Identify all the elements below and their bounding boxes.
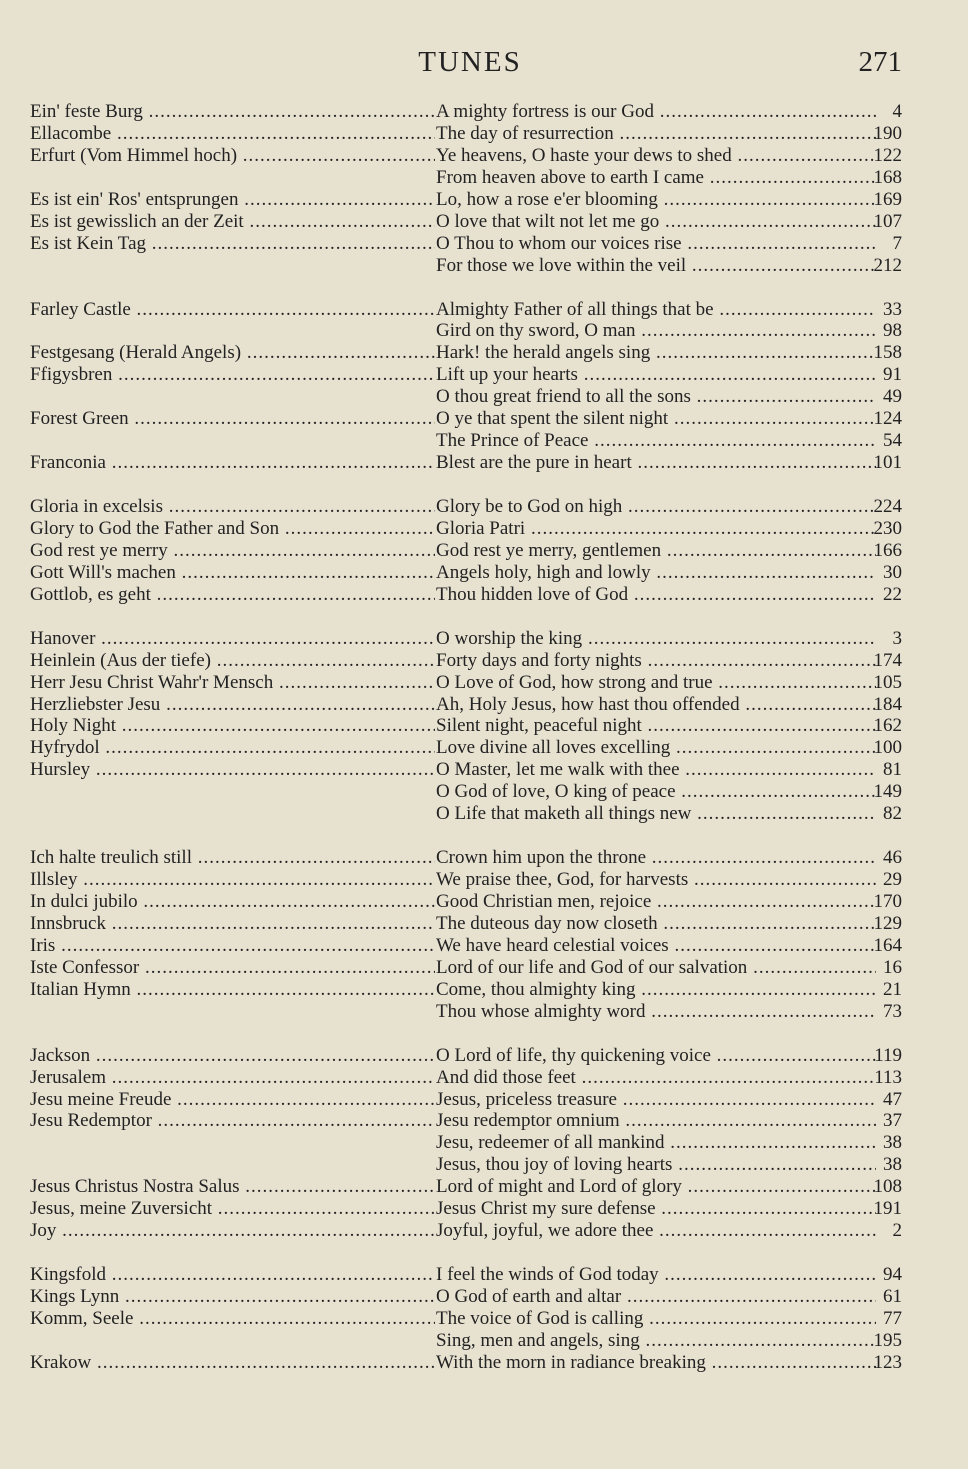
hymn-first-line: Glory be to God on high ..... bbox=[436, 496, 876, 518]
hymn-number: 3 bbox=[892, 627, 902, 649]
hymn-number: 129 bbox=[873, 912, 902, 934]
hymn-first-line: The duteous day now closeth ..... bbox=[436, 913, 876, 935]
hymn-first-line: O love that wilt not let me go ..... bbox=[436, 211, 876, 233]
tune-name: Jesu Redemptor ..... bbox=[30, 1110, 435, 1132]
hymn-first-line: Lo, how a rose e'er blooming ..... bbox=[436, 189, 876, 211]
index-row bbox=[30, 1198, 910, 1220]
tune-name: Farley Castle ..... bbox=[30, 299, 435, 321]
hymn-first-line: For those we love within the veil ..... bbox=[436, 255, 876, 277]
hymn-number: 101 bbox=[873, 452, 902, 474]
index-row bbox=[30, 562, 910, 584]
hymn-first-line: Joyful, joyful, we adore thee ..... bbox=[436, 1220, 876, 1242]
index-row bbox=[30, 759, 910, 781]
index-row bbox=[30, 781, 910, 803]
hymn-first-line: Thou whose almighty word ..... bbox=[436, 1001, 876, 1023]
hymn-first-line: Forty days and forty nights ..... bbox=[436, 650, 876, 672]
hymn-number: 30 bbox=[883, 561, 902, 583]
index-row bbox=[30, 1330, 910, 1352]
tune-name: Gott Will's machen ..... bbox=[30, 562, 435, 584]
hymn-number: 37 bbox=[883, 1110, 902, 1132]
hymn-number: 98 bbox=[883, 320, 902, 342]
hymn-first-line: And did those feet ..... bbox=[436, 1067, 876, 1089]
index-row bbox=[30, 715, 910, 737]
hymn-first-line: With the morn in radiance breaking ..... bbox=[436, 1352, 876, 1374]
index-row bbox=[30, 452, 910, 474]
tune-name: Hyfrydol ..... bbox=[30, 737, 435, 759]
hymn-first-line: O Life that maketh all things new ..... bbox=[436, 803, 876, 825]
hymn-first-line: Almighty Father of all things that be ..... bbox=[436, 299, 876, 321]
hymn-number: 191 bbox=[873, 1198, 902, 1220]
tune-name: Herr Jesu Christ Wahr'r Mensch ..... bbox=[30, 672, 435, 694]
hymn-number: 16 bbox=[883, 956, 902, 978]
hymn-number: 54 bbox=[883, 430, 902, 452]
hymn-first-line: O Master, let me walk with thee ..... bbox=[436, 759, 876, 781]
hymn-number: 4 bbox=[892, 101, 902, 122]
tune-name: Jesus Christus Nostra Salus ..... bbox=[30, 1176, 435, 1198]
index-row bbox=[30, 540, 910, 562]
page-title: TUNES bbox=[418, 46, 522, 78]
tune-name: Ich halte treulich still ..... bbox=[30, 847, 435, 869]
index-row bbox=[30, 364, 910, 386]
hymn-number: 49 bbox=[883, 386, 902, 408]
tune-name: Herzliebster Jesu ..... bbox=[30, 694, 435, 716]
hymn-number: 184 bbox=[873, 693, 902, 715]
index-row bbox=[30, 167, 910, 189]
hymn-first-line: We praise thee, God, for harvests ..... bbox=[436, 869, 876, 891]
tune-name: Festgesang (Herald Angels) ..... bbox=[30, 342, 435, 364]
index-row bbox=[30, 386, 910, 408]
hymn-first-line: We have heard celestial voices ..... bbox=[436, 935, 876, 957]
tune-name: Krakow ..... bbox=[30, 1352, 435, 1374]
hymn-number: 119 bbox=[874, 1044, 902, 1066]
tune-name: Ffigysbren ..... bbox=[30, 364, 435, 386]
tune-name: Komm, Seele ..... bbox=[30, 1308, 435, 1330]
hymn-number: 122 bbox=[873, 144, 902, 166]
hymn-number: 38 bbox=[883, 1132, 902, 1154]
hymn-first-line: From heaven above to earth I came ..... bbox=[436, 167, 876, 189]
tune-name: Forest Green ..... bbox=[30, 408, 435, 430]
index-row bbox=[30, 1045, 910, 1067]
index-row bbox=[30, 233, 910, 255]
hymn-first-line: O thou great friend to all the sons ..... bbox=[436, 386, 876, 408]
hymn-number: 170 bbox=[873, 891, 902, 912]
hymn-first-line: I feel the winds of God today ..... bbox=[436, 1264, 876, 1286]
hymn-number: 77 bbox=[883, 1307, 902, 1329]
index-row bbox=[30, 1001, 910, 1023]
hymn-number: 149 bbox=[873, 781, 902, 803]
tune-name: Erfurt (Vom Himmel hoch) ..... bbox=[30, 145, 435, 167]
hymn-first-line: Lord of our life and God of our salvation ..... bbox=[436, 957, 876, 979]
hymn-first-line: Jesus Christ my sure defense ..... bbox=[436, 1198, 876, 1220]
index-row bbox=[30, 869, 910, 891]
index-row bbox=[30, 342, 910, 364]
hymn-number: 2 bbox=[892, 1220, 902, 1242]
tune-name: Iris ..... bbox=[30, 935, 435, 957]
hymn-first-line: Sing, men and angels, sing ..... bbox=[436, 1330, 876, 1352]
tune-name: Kings Lynn ..... bbox=[30, 1286, 435, 1308]
tune-name: Innsbruck ..... bbox=[30, 913, 435, 935]
hymn-first-line: O worship the king ..... bbox=[436, 628, 876, 650]
index-row bbox=[30, 584, 910, 606]
hymn-first-line: O Thou to whom our voices rise ..... bbox=[436, 233, 876, 255]
hymn-number: 105 bbox=[873, 671, 902, 693]
tune-name: Gloria in excelsis ..... bbox=[30, 496, 435, 518]
tune-name: Jerusalem ..... bbox=[30, 1067, 435, 1089]
hymn-number: 7 bbox=[892, 232, 902, 254]
hymn-number: 100 bbox=[873, 737, 902, 759]
index-row bbox=[30, 891, 910, 913]
index-row bbox=[30, 957, 910, 979]
index-row bbox=[30, 1089, 910, 1111]
hymn-number: 113 bbox=[874, 1066, 902, 1088]
hymn-first-line: Lord of might and Lord of glory ..... bbox=[436, 1176, 876, 1198]
hymn-first-line: A mighty fortress is our God ..... bbox=[436, 101, 876, 123]
hymn-number: 38 bbox=[883, 1154, 902, 1176]
hymn-number: 224 bbox=[873, 496, 902, 517]
index-row bbox=[30, 255, 910, 277]
hymn-number: 91 bbox=[883, 364, 902, 386]
hymn-number: 33 bbox=[883, 298, 902, 320]
hymn-number: 46 bbox=[883, 847, 902, 869]
hymn-first-line: The voice of God is calling ..... bbox=[436, 1308, 876, 1330]
hymn-first-line: Love divine all loves excelling ..... bbox=[436, 737, 876, 759]
index-row bbox=[30, 299, 910, 321]
index-row bbox=[30, 430, 910, 452]
index-row bbox=[30, 1286, 910, 1308]
hymn-number: 190 bbox=[873, 122, 902, 144]
tune-name: Es ist ein' Ros' entsprungen ..... bbox=[30, 189, 435, 211]
hymn-number: 73 bbox=[883, 1000, 902, 1022]
hymn-first-line: Hark! the herald angels sing ..... bbox=[436, 342, 876, 364]
hymn-number: 166 bbox=[873, 539, 902, 561]
tune-name: Holy Night ..... bbox=[30, 715, 435, 737]
tune-name: Ein' feste Burg ..... bbox=[30, 101, 435, 123]
index-row bbox=[30, 1308, 910, 1330]
tune-name: Hursley ..... bbox=[30, 759, 435, 781]
hymn-first-line: The day of resurrection ..... bbox=[436, 123, 876, 145]
index-row bbox=[30, 628, 910, 650]
index-row bbox=[30, 189, 910, 211]
index-row bbox=[30, 1132, 910, 1154]
hymn-number: 162 bbox=[873, 715, 902, 737]
tune-name: Jackson ..... bbox=[30, 1045, 435, 1067]
hymn-first-line: Come, thou almighty king ..... bbox=[436, 979, 876, 1001]
hymn-first-line: Blest are the pure in heart ..... bbox=[436, 452, 876, 474]
tune-index bbox=[30, 101, 910, 1374]
index-row bbox=[30, 518, 910, 540]
hymn-first-line: Thou hidden love of God ..... bbox=[436, 584, 876, 606]
index-row bbox=[30, 847, 910, 869]
hymn-first-line: O ye that spent the silent night ..... bbox=[436, 408, 876, 430]
hymn-number: 212 bbox=[873, 254, 902, 276]
tune-name: In dulci jubilo ..... bbox=[30, 891, 435, 913]
tune-name: Ellacombe ..... bbox=[30, 123, 435, 145]
index-row bbox=[30, 1154, 910, 1176]
tune-name: God rest ye merry ..... bbox=[30, 540, 435, 562]
hymn-first-line: Jesu, redeemer of all mankind ..... bbox=[436, 1132, 876, 1154]
hymn-number: 169 bbox=[873, 188, 902, 210]
hymn-first-line: God rest ye merry, gentlemen ..... bbox=[436, 540, 876, 562]
tune-name: Es ist gewisslich an der Zeit ..... bbox=[30, 211, 435, 233]
index-row bbox=[30, 408, 910, 430]
hymn-number: 123 bbox=[873, 1351, 902, 1373]
hymn-first-line: Gloria Patri ..... bbox=[436, 518, 876, 540]
tune-name: Glory to God the Father and Son ..... bbox=[30, 518, 435, 540]
page-number: 271 bbox=[858, 46, 902, 78]
index-row bbox=[30, 803, 910, 825]
tune-name: Jesus, meine Zuversicht ..... bbox=[30, 1198, 435, 1220]
index-row bbox=[30, 1220, 910, 1242]
hymn-first-line: Lift up your hearts ..... bbox=[436, 364, 876, 386]
hymn-first-line: Ah, Holy Jesus, how hast thou offended ..... bbox=[436, 694, 876, 716]
tune-name: Heinlein (Aus der tiefe) ..... bbox=[30, 650, 435, 672]
index-row bbox=[30, 913, 910, 935]
hymn-number: 21 bbox=[883, 978, 902, 1000]
tune-name: Iste Confessor ..... bbox=[30, 957, 435, 979]
tune-name: Hanover ..... bbox=[30, 628, 435, 650]
hymn-first-line: Angels holy, high and lowly ..... bbox=[436, 562, 876, 584]
index-row bbox=[30, 1352, 910, 1374]
hymn-number: 107 bbox=[873, 210, 902, 232]
tune-name: Joy ..... bbox=[30, 1220, 435, 1242]
hymn-number: 61 bbox=[883, 1286, 902, 1307]
tune-name: Italian Hymn ..... bbox=[30, 979, 435, 1001]
hymn-first-line: The Prince of Peace ..... bbox=[436, 430, 876, 452]
hymn-first-line: O Love of God, how strong and true ..... bbox=[436, 672, 876, 694]
hymn-number: 47 bbox=[883, 1088, 902, 1110]
index-row bbox=[30, 935, 910, 957]
index-row bbox=[30, 1067, 910, 1089]
index-row bbox=[30, 737, 910, 759]
hymn-first-line: Gird on thy sword, O man ..... bbox=[436, 320, 876, 342]
hymn-first-line: O Lord of life, thy quickening voice ..... bbox=[436, 1045, 876, 1067]
index-row bbox=[30, 1110, 910, 1132]
index-row bbox=[30, 672, 910, 694]
hymn-number: 195 bbox=[873, 1329, 902, 1351]
tune-name: Jesu meine Freude ..... bbox=[30, 1089, 435, 1111]
hymn-number: 108 bbox=[873, 1176, 902, 1198]
index-row bbox=[30, 123, 910, 145]
page-header bbox=[0, 46, 968, 86]
hymn-first-line: Jesus, priceless treasure ..... bbox=[436, 1089, 876, 1111]
hymn-number: 174 bbox=[873, 649, 902, 671]
tune-name: Illsley ..... bbox=[30, 869, 435, 891]
index-row bbox=[30, 694, 910, 716]
hymn-number: 22 bbox=[883, 583, 902, 605]
hymn-first-line: Jesus, thou joy of loving hearts ..... bbox=[436, 1154, 876, 1176]
index-row bbox=[30, 211, 910, 233]
hymn-first-line: Good Christian men, rejoice ..... bbox=[436, 891, 876, 913]
hymn-number: 81 bbox=[883, 759, 902, 781]
index-row bbox=[30, 320, 910, 342]
hymn-number: 164 bbox=[873, 934, 902, 956]
index-row bbox=[30, 145, 910, 167]
hymn-number: 29 bbox=[883, 869, 902, 891]
index-row bbox=[30, 101, 910, 123]
tune-name: Es ist Kein Tag ..... bbox=[30, 233, 435, 255]
hymn-first-line: O God of love, O king of peace ..... bbox=[436, 781, 876, 803]
hymn-number: 230 bbox=[873, 517, 902, 539]
hymn-number: 158 bbox=[873, 342, 902, 364]
tune-name: Gottlob, es geht ..... bbox=[30, 584, 435, 606]
index-row bbox=[30, 650, 910, 672]
tune-name: Franconia ..... bbox=[30, 452, 435, 474]
index-row bbox=[30, 496, 910, 518]
tune-name: Kingsfold ..... bbox=[30, 1264, 435, 1286]
index-row bbox=[30, 1176, 910, 1198]
hymn-first-line: Jesu redemptor omnium ..... bbox=[436, 1110, 876, 1132]
hymn-number: 168 bbox=[873, 166, 902, 188]
hymn-first-line: O God of earth and altar ..... bbox=[436, 1286, 876, 1308]
hymn-number: 94 bbox=[883, 1264, 902, 1286]
hymn-first-line: Ye heavens, O haste your dews to shed ..... bbox=[436, 145, 876, 167]
index-row bbox=[30, 1264, 910, 1286]
hymn-first-line: Crown him upon the throne ..... bbox=[436, 847, 876, 869]
hymn-number: 82 bbox=[883, 803, 902, 825]
hymn-number: 124 bbox=[873, 408, 902, 430]
index-row bbox=[30, 979, 910, 1001]
hymn-first-line: Silent night, peaceful night ..... bbox=[436, 715, 876, 737]
